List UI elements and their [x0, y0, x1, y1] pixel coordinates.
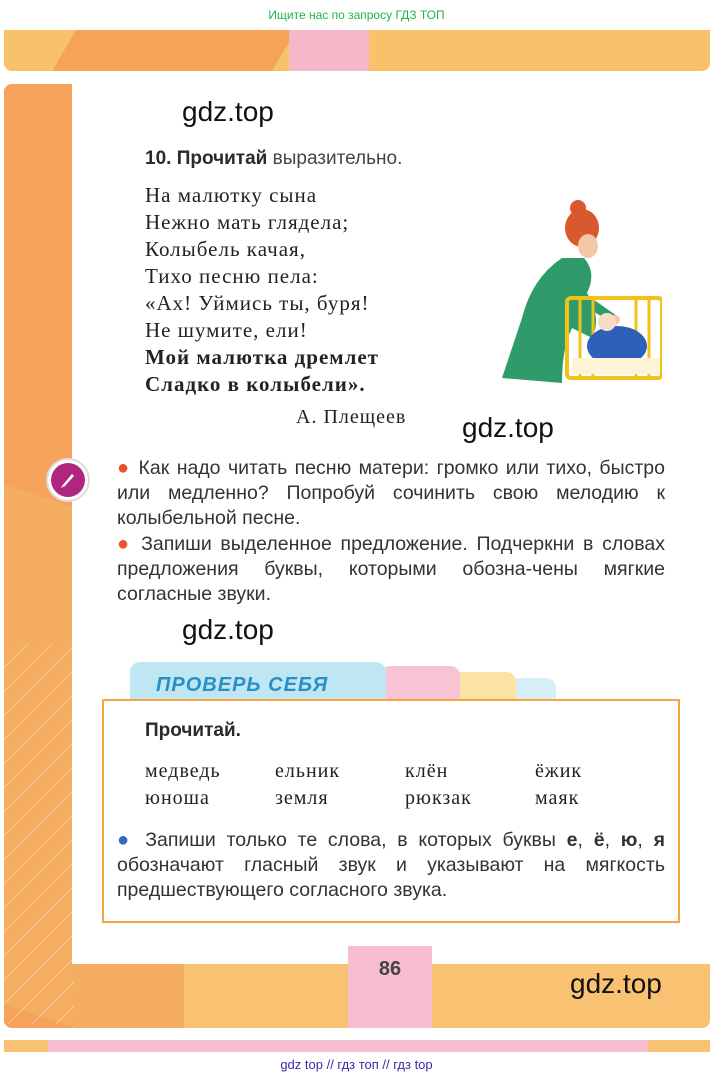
word: ёжик — [535, 760, 583, 782]
question-2 — [117, 532, 665, 607]
poem-author: А. Плещеев — [296, 406, 407, 428]
pen-badge — [46, 458, 90, 502]
poem-bold-line: Мой малютка дремлет — [145, 345, 379, 369]
decor-lines — [4, 644, 74, 1024]
decor-band — [289, 30, 369, 71]
poem-line: Нежно мать глядела; — [145, 210, 350, 234]
poem-line: «Ах! Уймись ты, буря! — [145, 291, 370, 315]
poem-line: На малютку сына — [145, 183, 318, 207]
word: клён — [405, 760, 449, 782]
question-1-text: Как надо читать песню матери: громко или тихо, быстро или медленно? Попробуй сочинить свою мелодию к колыбельной песне. — [117, 457, 665, 529]
check-yourself-label: ПРОВЕРЬ СЕБЯ — [156, 674, 329, 696]
mother-cradle-illustration — [492, 198, 662, 388]
question-2-text: Запиши выделенное предложение. Подчеркни в словах предложения буквы, которыми обозна-чены мягкие согласные звуки. — [117, 533, 665, 605]
footer-links[interactable] — [0, 1052, 713, 1082]
word: земля — [275, 787, 329, 809]
word-row — [145, 760, 665, 787]
poem-line: Не шумите, ели! — [145, 318, 308, 342]
question-3-start: Запиши только те слова, в которых буквы — [145, 829, 556, 851]
task-title — [145, 148, 402, 170]
word: маяк — [535, 787, 580, 809]
watermark: gdz.top — [570, 968, 662, 999]
watermark: gdz.top — [182, 614, 274, 645]
footer-text[interactable]: gdz top // гдз топ // гдз top — [280, 1057, 433, 1072]
letter-yo: ё — [593, 829, 605, 851]
word: ельник — [275, 760, 341, 782]
page-number: 86 — [378, 958, 402, 980]
question-1 — [117, 456, 665, 531]
check-yourself-tab — [130, 662, 386, 704]
poem-line: Тихо песню пела: — [145, 264, 319, 288]
letter-e: е — [566, 829, 578, 851]
word-list — [145, 760, 665, 814]
poem — [145, 182, 379, 398]
word: юноша — [145, 787, 210, 809]
letter-ya: я — [653, 829, 665, 851]
pen-icon — [51, 463, 85, 497]
decor-stripe — [52, 30, 296, 71]
watermark: gdz.top — [182, 96, 274, 127]
question-3: ● Запиши только те слова, в которых буквы е, ё, ю, я обозначают гласный звук и указывают на мягкость предшествующего согласного звука. — [117, 829, 665, 901]
letter-yu: ю — [620, 829, 638, 851]
check-yourself-header — [130, 658, 570, 704]
poem-line: Колыбель качая, — [145, 237, 306, 261]
task-rest: выразительно. — [272, 148, 403, 169]
word: медведь — [145, 760, 221, 782]
top-banner[interactable] — [0, 0, 713, 34]
read-instruction: Прочитай. — [145, 720, 241, 741]
watermark: gdz.top — [462, 412, 554, 443]
word: рюкзак — [405, 787, 472, 809]
word-row — [145, 787, 665, 814]
previous-page-strip — [4, 30, 710, 71]
bullet-icon: ● — [117, 533, 133, 555]
question-3-end: обозначают гласный звук и указывают на мягкость предшествующего согласного звука. — [117, 854, 665, 901]
bullet-icon: ● — [117, 829, 135, 851]
poem-bold-line: Сладко в колыбели». — [145, 372, 366, 396]
task-number: 10. Прочитай — [145, 148, 268, 169]
bullet-icon: ● — [117, 457, 132, 479]
top-banner-text[interactable]: Ищите нас по запросу ГДЗ ТОП — [268, 8, 445, 22]
